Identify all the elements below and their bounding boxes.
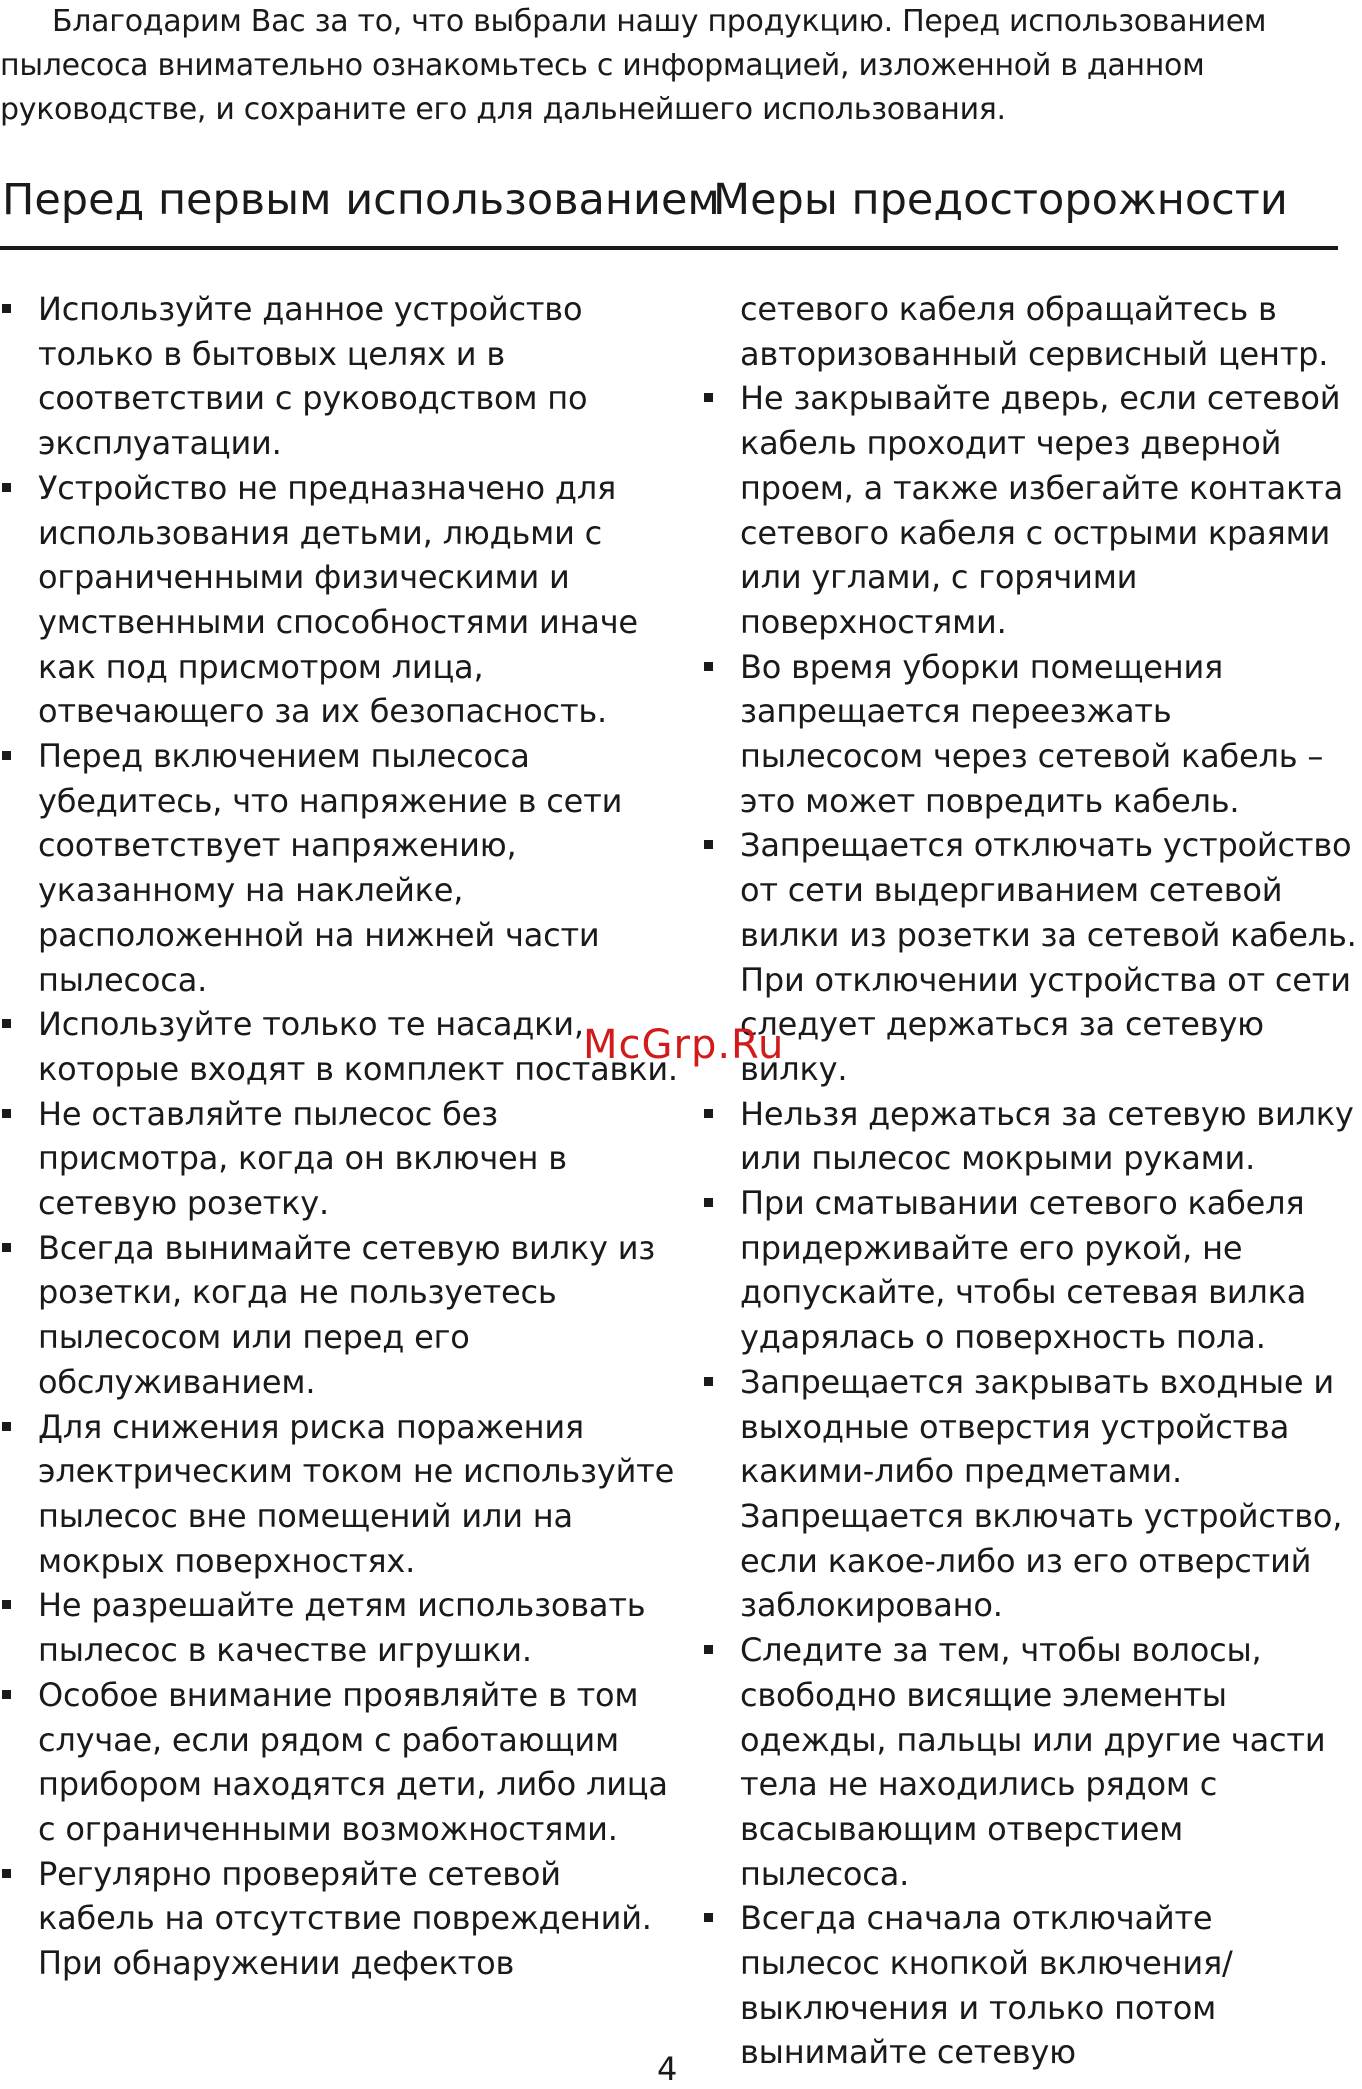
- list-item-text: Нельзя держаться за сетевую вилку или пылесос мокрыми руками.: [740, 1094, 1354, 1178]
- list-item-text: Перед включением пылесоса убедитесь, что напряжение в сети соответствует напряжению, указанному на наклейке, расположенной на нижней части пылесоса.: [38, 737, 623, 999]
- section-heading-row: [0, 168, 1338, 250]
- bullet-icon: [2, 1019, 11, 1028]
- intro-paragraph: Благодарим Вас за то, что выбрали нашу продукцию. Перед использованием пылесоса внимательно ознакомьтесь с информацией, изложенной в данном руководстве, и сохраните его для дальнейшего использования.: [0, 4, 1267, 127]
- list-item-text: Не оставляйте пылесос без присмотра, когда он включен в сетевую розетку.: [38, 1094, 567, 1223]
- bullet-icon: [704, 1377, 713, 1386]
- list-item: [702, 1628, 1362, 1896]
- bullet-icon: [2, 483, 11, 492]
- list-item: [0, 734, 680, 1002]
- list-item-text: Не закрывайте дверь, если сетевой кабель проходит через дверной проем, а также избегайте контакта сетевого кабеля с острыми краями или углами, с горячими поверхностями.: [740, 379, 1344, 641]
- heading-precautions: Меры предосторожности: [713, 175, 1288, 225]
- bullet-icon: [2, 1869, 11, 1878]
- list-item: [0, 1226, 680, 1405]
- list-item-text: Всегда сначала отключайте пылесос кнопкой включения/выключения и только потом вынимайте сетевую: [740, 1899, 1233, 2072]
- list-item: [0, 1583, 680, 1672]
- bullet-icon: [2, 1243, 11, 1252]
- bullet-icon: [2, 1600, 11, 1609]
- bullet-icon: [704, 1198, 713, 1207]
- list-item-text: Регулярно проверяйте сетевой кабель на отсутствие повреждений. При обнаружении дефектов: [38, 1854, 652, 1983]
- bullet-icon: [704, 662, 713, 671]
- list-item-text: Во время уборки помещения запрещается переезжать пылесосом через сетевой кабель – это может повредить кабель.: [740, 647, 1324, 820]
- list-item: [0, 1092, 680, 1226]
- list-item-text: Используйте только те насадки, которые входят в комплект поставки.: [38, 1005, 678, 1088]
- list-item-text: Следите за тем, чтобы волосы, свободно висящие элементы одежды, пальцы или другие части тела не находились рядом с всасывающим отверстием пылесоса.: [740, 1631, 1326, 1893]
- list-item: [702, 645, 1362, 824]
- bullet-icon: [2, 1109, 11, 1118]
- bullet-icon: [2, 751, 11, 760]
- list-item: [702, 1092, 1362, 1181]
- bullet-icon: [2, 1422, 11, 1431]
- list-item-text: Всегда вынимайте сетевую вилку из розетки, когда не пользуетесь пылесосом или перед его обслуживанием.: [38, 1228, 656, 1401]
- list-item-text: Используйте данное устройство только в бытовых целях и в соответствии с руководством по эксплуатации.: [38, 290, 588, 463]
- bullet-icon: [704, 1645, 713, 1654]
- list-item: [702, 376, 1362, 644]
- list-item: [702, 1896, 1362, 2075]
- page-number: 4: [657, 2050, 678, 2088]
- list-item-continuation: сетевого кабеля обращайтесь в авторизованный сервисный центр.: [740, 290, 1329, 373]
- list-item: [0, 1405, 680, 1584]
- bullet-icon: [2, 304, 11, 313]
- bullet-icon: [704, 1913, 713, 1922]
- list-item: [0, 1002, 680, 1091]
- list-item: [702, 1360, 1362, 1628]
- heading-before-first-use: Перед первым использованием: [2, 175, 720, 225]
- list-item-text: Для снижения риска поражения электрическим током не используйте пылесос вне помещений или на мокрых поверхностях.: [38, 1407, 675, 1580]
- list-item: [0, 287, 680, 466]
- list-item-text: Устройство не предназначено для использования детьми, людьми с ограниченными физическими и умственными способностями иначе как под присмотром лица, отвечающего за их безопасность.: [38, 468, 638, 731]
- bullet-icon: [704, 393, 713, 402]
- left-column: [0, 287, 680, 1986]
- list-item-text: Запрещается отключать устройство от сети выдергиванием сетевой вилки из розетки за сетевой кабель. При отключении устройства от сети следует держаться за сетевую вилку.: [740, 826, 1357, 1088]
- right-column: [702, 287, 1362, 2075]
- bullet-icon: [704, 840, 713, 849]
- list-item: [0, 466, 680, 734]
- watermark: McGrp.Ru: [583, 1022, 785, 1068]
- bullet-icon: [2, 1690, 11, 1699]
- list-item-text: При сматывании сетевого кабеля придерживайте его рукой, не допускайте, чтобы сетевая вилка ударялась о поверхность пола.: [740, 1184, 1307, 1357]
- list-item: [0, 1673, 680, 1852]
- list-item: [702, 823, 1362, 1091]
- bullet-icon: [704, 1109, 713, 1118]
- list-item-text: Запрещается закрывать входные и выходные отверстия устройства какими-либо предметами. Запрещается включать устройство, если какое-либо из его отверстий заблокировано.: [740, 1362, 1343, 1625]
- list-item: [0, 1852, 680, 1986]
- list-item-text: Особое внимание проявляйте в том случае, если рядом с работающим прибором находятся дети, либо лица с ограниченными возможностями.: [38, 1675, 668, 1848]
- list-item: [702, 1181, 1362, 1360]
- list-item-text: Не разрешайте детям использовать пылесос в качестве игрушки.: [38, 1586, 646, 1670]
